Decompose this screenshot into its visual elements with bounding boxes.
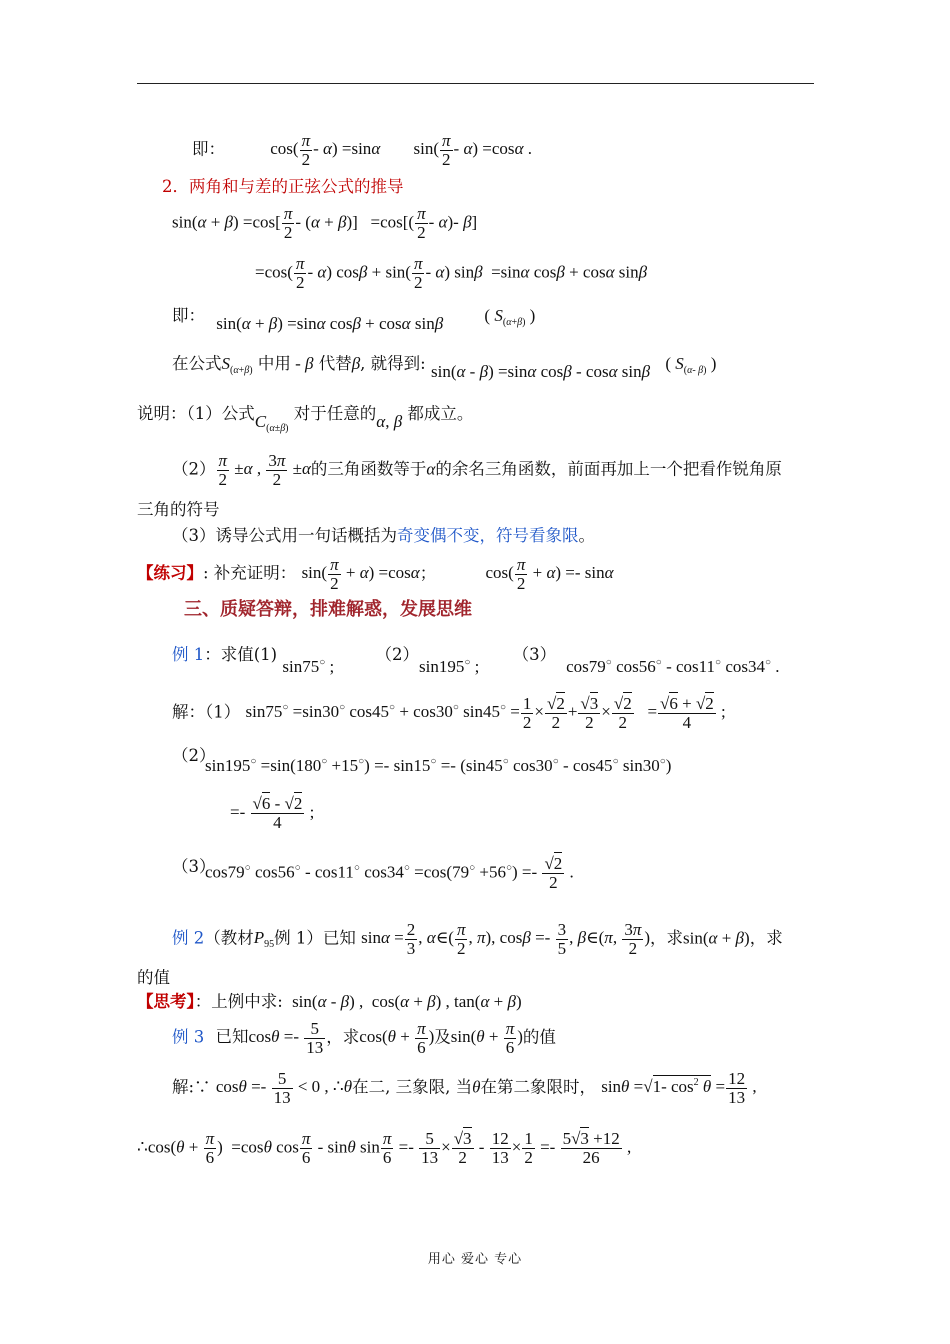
solution-2-result: =- $\frac{√6 - √2}{4}$ ; (230, 794, 315, 832)
example-2-cont: 的值 (137, 968, 170, 987)
note-line-1: 说明：（1）公式$C_{(\alpha\pm\beta)}$ 对于任意的α, β 都成立。 (137, 404, 474, 434)
sum-formula-line: 即： sin(α + β) =sinα cosβ + cosα sinβ ( $S_{(\alpha+\beta)}$ ) (172, 306, 536, 333)
page-footer: 用心 爱心 专心 (427, 1252, 523, 1267)
solution-3-label: （3） (172, 857, 216, 876)
note-line-2-cont: 三角的符号 (137, 500, 220, 519)
section-3-title: 三、质疑答辩，排难解惑，发展思维 (184, 599, 472, 620)
solution-ex3-line-1: 解:∵ cosθ =- $\frac{5}{13}$ < 0 , ∴θ在二, 三象限, 当θ在第二象限时， sinθ =√1- $\cos^2 \theta$ = $\frac{12}{13}$ , (172, 1069, 757, 1107)
solution-2-label: （2） (172, 746, 216, 765)
identity-line: 即： cos( $\frac{\pi}{2}$ - α) =sinα sin( $\frac{\pi}{2}$ - α) =cosα . (192, 131, 532, 169)
think-line: 【思考】：上例中求: sin(α - β) , cos(α + β) , tan(α + β) (137, 992, 522, 1011)
example-1-line: 例 1：求值(1) sin75○ ; （2）sin195○ ; （3）cos79○ cos56○ - cos11○ cos34○ . (172, 645, 780, 676)
solution-3-line: cos79○ cos56○ - cos11○ cos34○ =cos(79○ +56○) =- $\frac{√2}{2}$ . (205, 854, 574, 892)
section-2-title: 2．两角和与差的正弦公式的推导 (162, 177, 404, 196)
example-2-line: 例 2（教材$P_{95}$例 1）已知 sinα = $\frac{2}{3}$ , α∈( $\frac{\pi}{2}$ , π), cosβ =- $\frac{3}{5}$ , β∈(π, $\frac{3\pi}{2}$ )，求sin(α + β)，求 (172, 920, 783, 958)
practice-line: 【练习】: 补充证明： sin( $\frac{\pi}{2}$ + α) =cosα； cos( $\frac{\pi}{2}$ + α) =- sinα (137, 555, 614, 593)
example-3-line: 例 3 已知cosθ =- $\frac{5}{13}$ ，求cos(θ + $\frac{\pi}{6}$ )及sin(θ + $\frac{\pi}{6}$ )的值 (172, 1019, 556, 1057)
note-line-3: （3）诱导公式用一句话概括为奇变偶不变，符号看象限。 (172, 526, 595, 545)
derivation-line-1: sin(α + β) =cos[ $\frac{\pi}{2}$ - (α + β)] =cos[( $\frac{\pi}{2}$ - α)- β] (172, 204, 478, 242)
solution-ex3-line-2: ∴cos(θ + $\frac{\pi}{6}$ ) =cosθ cos $\frac{\pi}{6}$ - sinθ sin $\frac{\pi}{6}$ =- $\frac{5}{13}$ × $\frac{√3}{2}$ - $\frac{12}{13}$ × $\frac{1}{2}$ =- $\frac{5√3 +12}{26}$ , (137, 1129, 632, 1167)
solution-2-line: sin195○ =sin(180○ +15○) =- sin15○ =- (sin45○ cos30○ - cos45○ sin30○) (205, 756, 672, 775)
note-line-2: （2） $\frac{\pi}{2}$ ±α , $\frac{3\pi}{2}$ ±α的三角函数等于α的余名三角函数，前面再加上一个把看作锐角原 (172, 451, 782, 489)
difference-formula-line: 在公式$S_{(\alpha+\beta)}$ 中用 - β 代替β, 就得到: sin(α - β) =sinα cosβ - cosα sinβ ( $S_{(\alpha- \beta)}$ ) (172, 354, 717, 381)
derivation-line-2: =cos( $\frac{\pi}{2}$ - α) cosβ + sin( $\frac{\pi}{2}$ - α) sinβ =sinα cosβ + cosα sinβ (255, 254, 648, 292)
solution-1-line: 解：（1） sin75○ =sin30○ cos45○ + cos30○ sin45○ = $\frac{1}{2}$ × $\frac{√2}{2}$ + $\frac{√3}{2}$ × $\frac{√2}{2}$ = $\frac{√6 + √2}{4}$ ; (172, 694, 726, 732)
header-rule (137, 83, 814, 84)
